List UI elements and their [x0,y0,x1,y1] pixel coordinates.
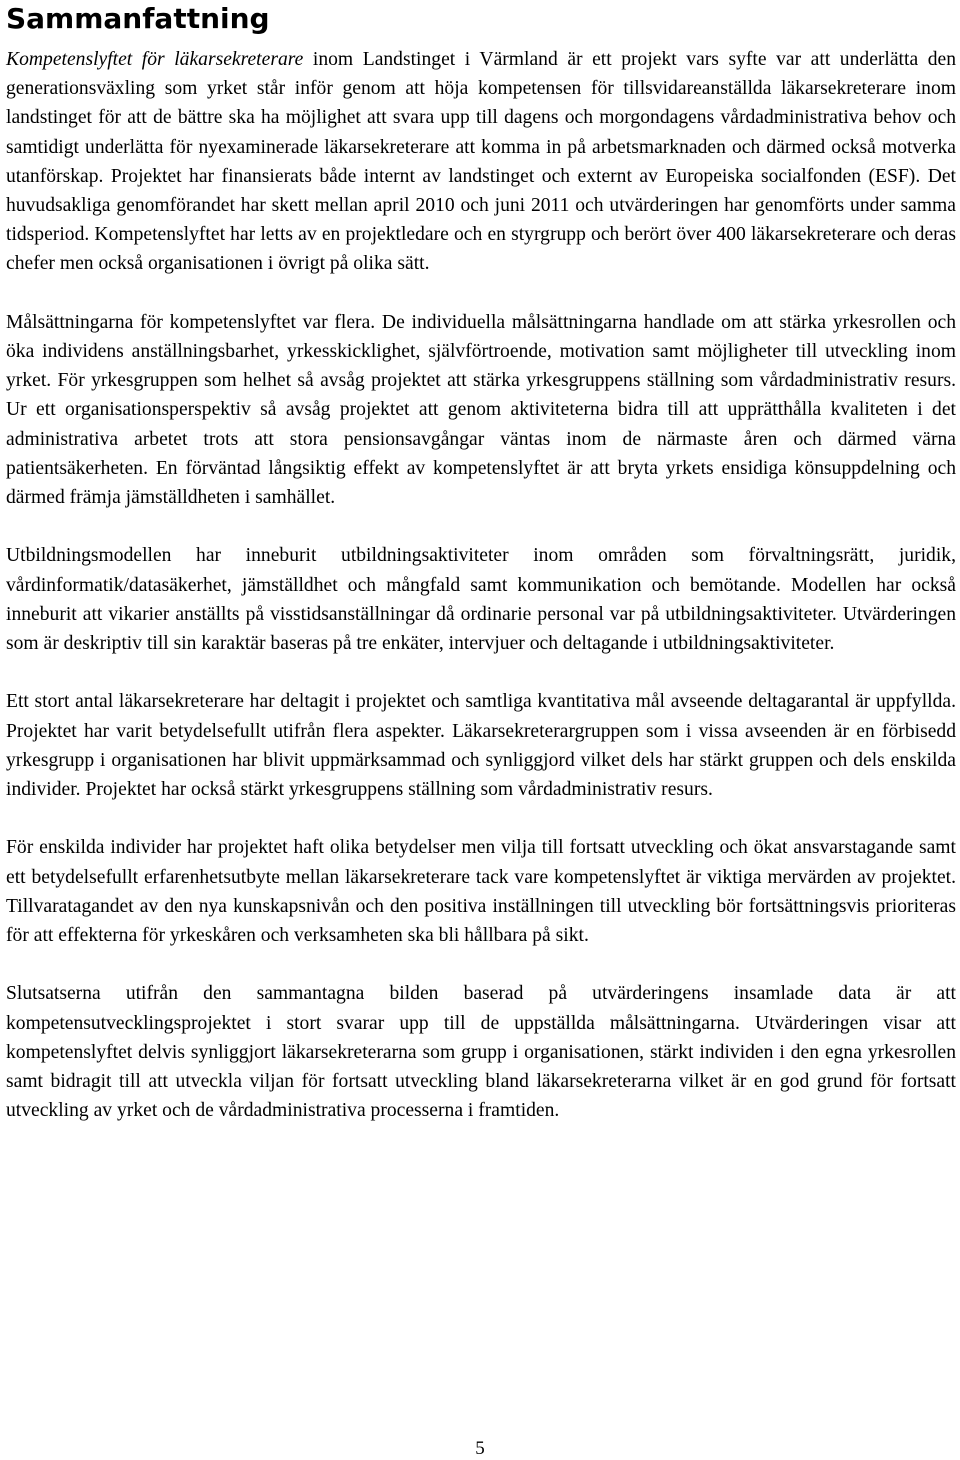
paragraph-individuals: För enskilda individer har projektet haft olika betydelser men vilja till fortsatt utveckling och ökat ansvarstagande samt ett betydelsefullt erfarenhetsutbyte mellan läkarsekreterare tack vare kompetenslyftet är viktiga mervärden av projektet. Tillvaratagandet av den nya kunskapsnivån och den positiva inställningen till utveckling bör fortsättningsvis prioriteras för att effekterna för yrkeskåren och verksamheten ska bli hållbara på sikt. [6,837,956,947]
page-number: 5 [475,1438,485,1459]
paragraph-intro-text: inom Landstinget i Värmland är ett projekt vars syfte var att underlätta den generationsväxling som yrket står inför genom att höja kompetensen för tillsvidareanställda läkarsekreterare inom landstinget för att de bättre ska ha möjlighet att svara upp till dagens och morgondagens vårdadministrativa behov och samtidigt underlätta för nyexaminerade läkarsekreterare att komma in på arbetsmarknaden och därmed också motverka utanförskap. Projektet har finansierats både internt av landstinget och externt av Europeiska socialfonden (ESF). Det huvudsakliga genomförandet har skett mellan april 2010 och juni 2011 och utvärderingen har genomförts under samma tidsperiod. Kompetenslyftet har letts av en projektledare och en styrgrupp och berört över 400 läkarsekreterare och deras chefer men också organisationen i övrigt på olika sätt. [6,49,956,275]
project-name-italic: Kompetenslyftet för läkarsekreterare [6,49,304,70]
paragraph-intro [6,45,956,279]
paragraph-model: Utbildningsmodellen har inneburit utbildningsaktiviteter inom områden som förvaltningsrätt, juridik, vårdinformatik/datasäkerhet, jämställdhet och mångfald samt kommunikation och bemötande. Modellen har också inneburit att vikarier anställts på visstidsanställningar då ordinarie personal var på utbildningsaktiviteter. Utvärderingen som är deskriptiv till sin karaktär baseras på tre enkäter, intervjuer och deltagande i utbildningsaktiviteter. [6,545,956,655]
section-heading: Sammanfattning [6,2,270,35]
paragraph-participation: Ett stort antal läkarsekreterare har deltagit i projektet och samtliga kvantitativa mål avseende deltagarantal är uppfyllda. Projektet har varit betydelsefullt utifrån flera aspekter. Läkarsekreterargruppen som i vissa avseenden är en förbisedd yrkesgrupp i organisationen har blivit uppmärksammad och synliggjord vilket dels har stärkt gruppen och dels enskilda individer. Projektet har också stärkt yrkesgruppens ställning som vårdadministrativ resurs. [6,691,956,801]
paragraph-goals: Målsättningarna för kompetenslyftet var flera. De individuella målsättningarna handlade om att stärka yrkesrollen och öka individens anställningsbarhet, yrkesskicklighet, självförtroende, motivation samt möjligheter till utveckling inom yrket. För yrkesgruppen som helhet så avsåg projektet att stärka yrkesgruppens ställning som vårdadministrativ resurs. Ur ett organisationsperspektiv så avsåg projektet att genom aktiviteterna bidra till att upprätthålla kvaliteten i det administrativa arbetet trots att stora pensionsavgångar väntas inom de närmaste åren och därmed värna patientsäkerheten. En förväntad långsiktig effekt av kompetenslyftet är att bryta yrkets ensidiga könsuppdelning och därmed främja jämställdheten i samhället. [6,311,956,509]
paragraph-conclusions: Slutsatserna utifrån den sammantagna bilden baserad på utvärderingens insamlade data är att kompetensutvecklingsprojektet i stort svarar upp till de uppställda målsättningarna. Utvärderingen visar att kompetenslyftet delvis synliggjort läkarsekreterarna som grupp i organisationen, stärkt individen i den egna yrkesrollen samt bidragit till att utveckla viljan för fortsatt utveckling bland läkarsekreterarna vilket är en god grund för fortsatt utveckling av yrket och de vårdadministrativa processerna i framtiden. [6,983,956,1122]
document-page [6,0,956,1155]
